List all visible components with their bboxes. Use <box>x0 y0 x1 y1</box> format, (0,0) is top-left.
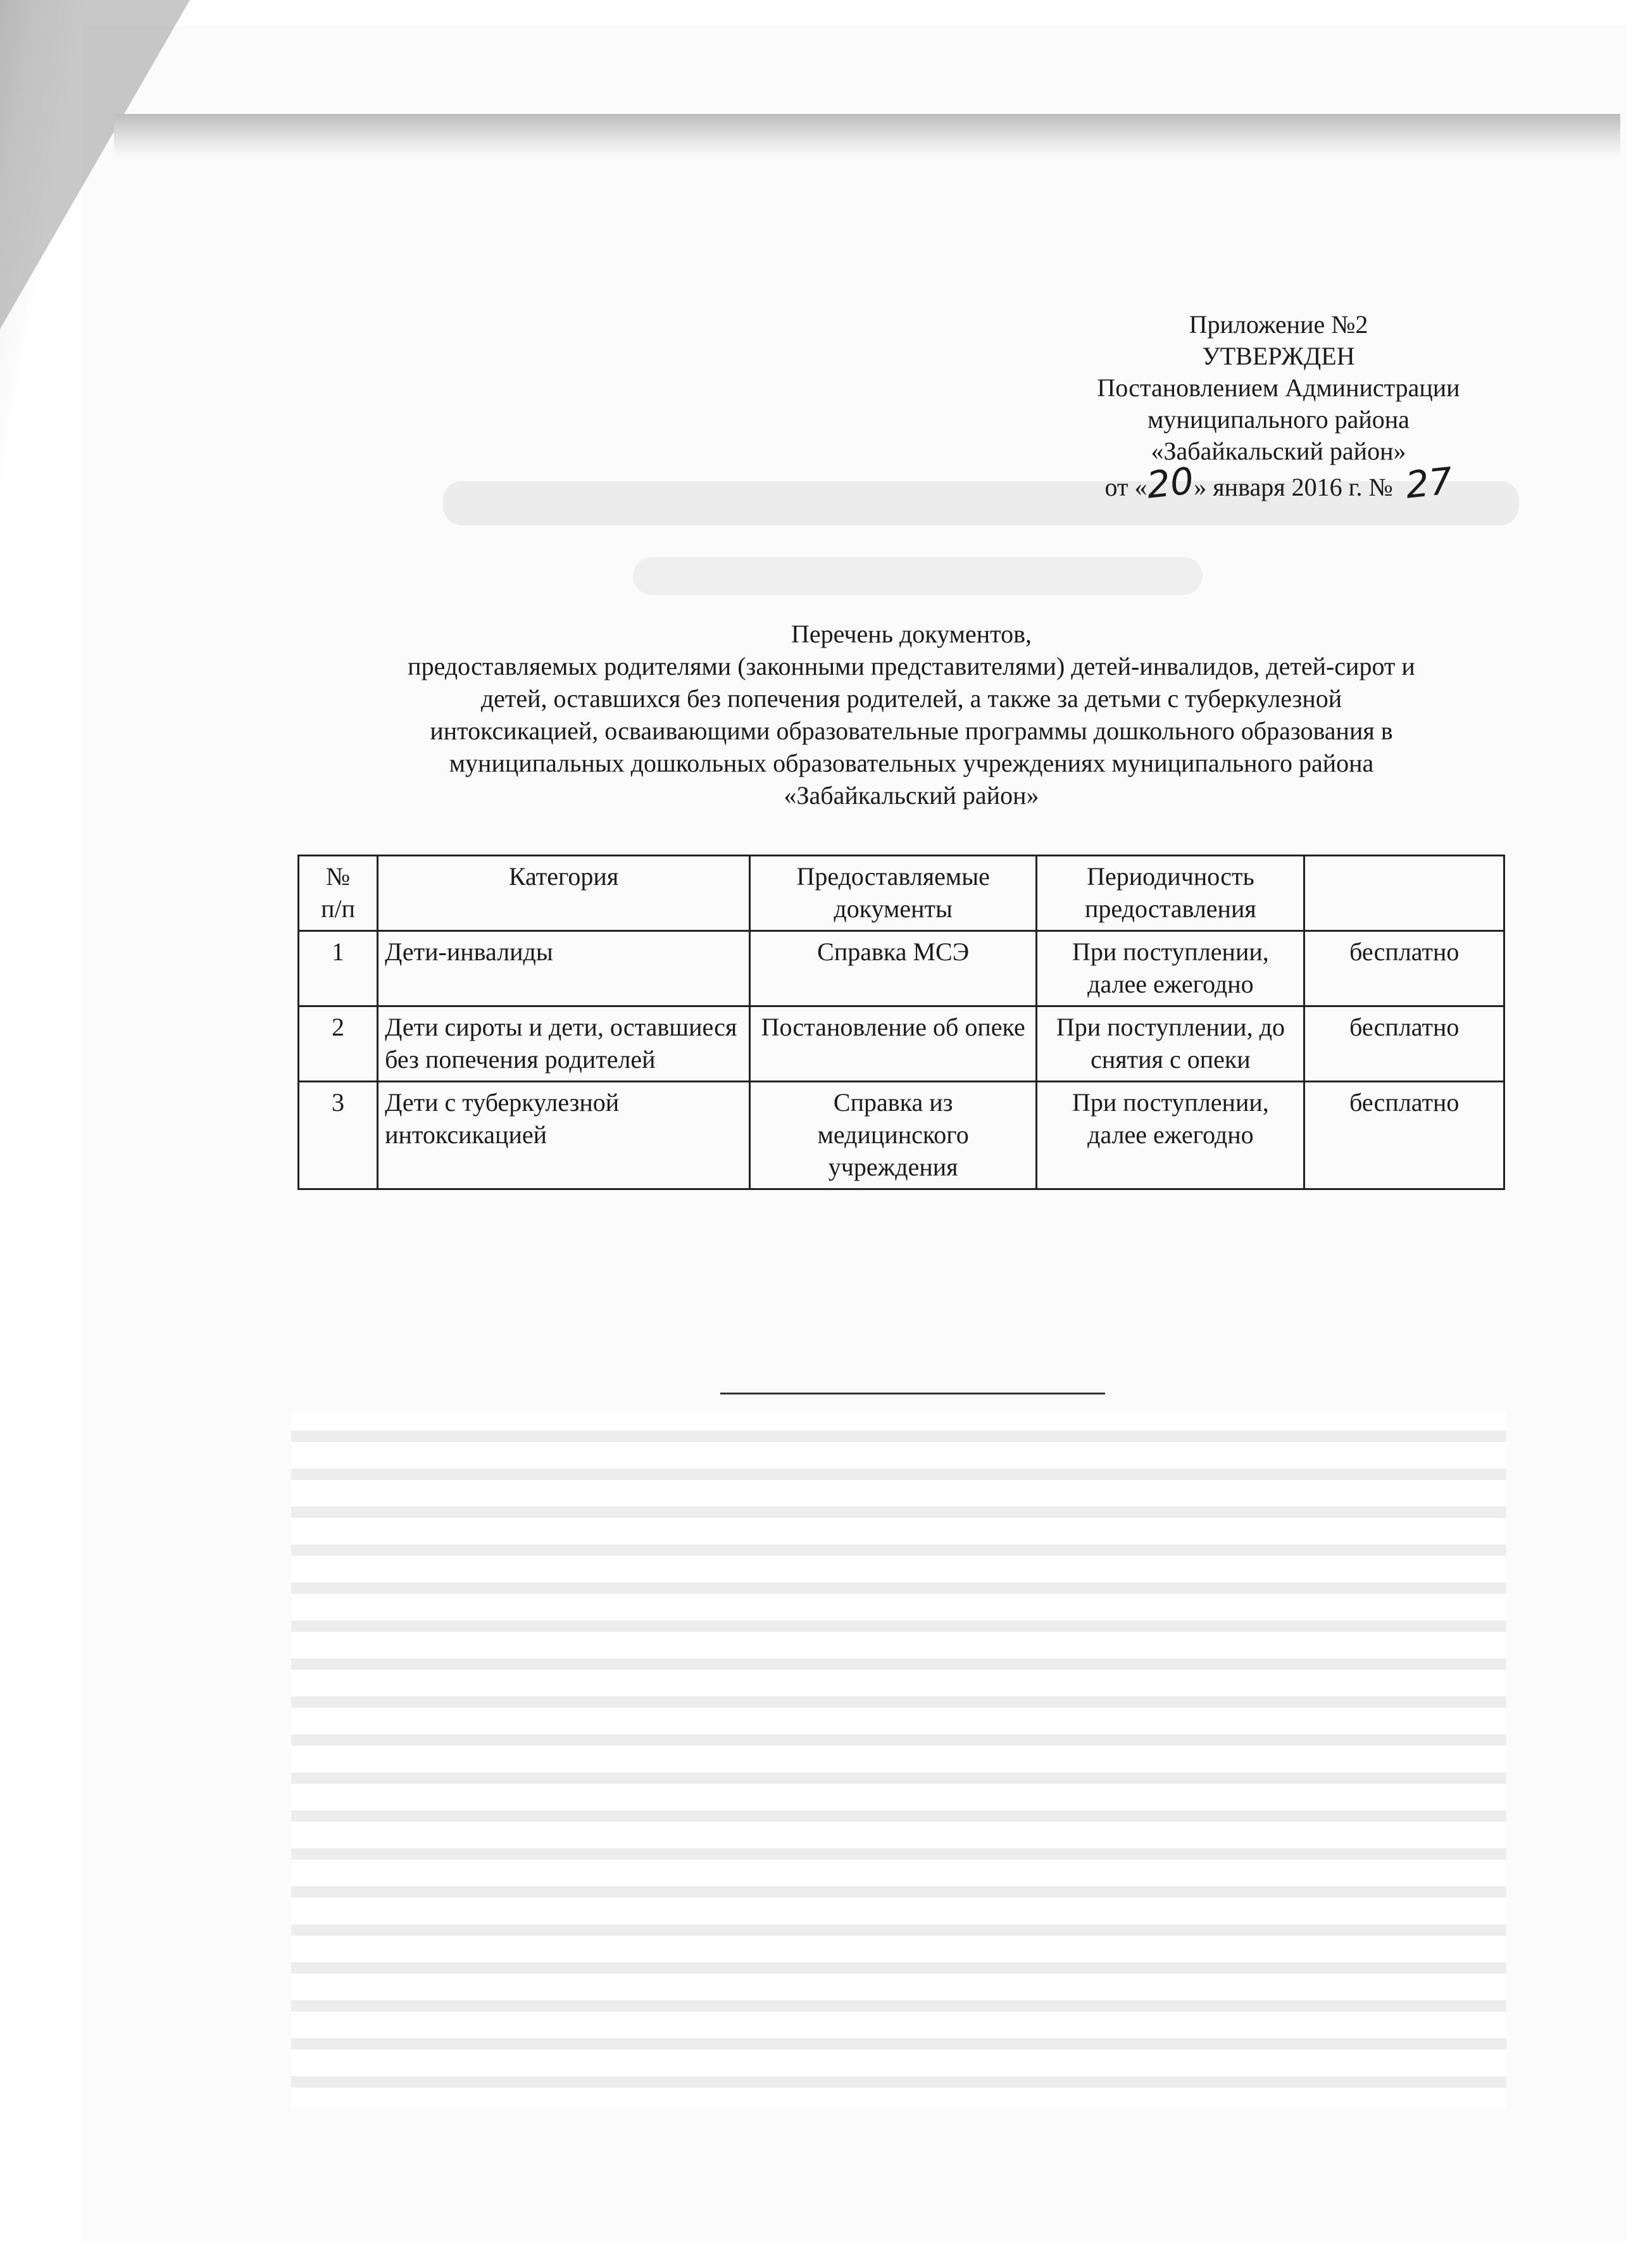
heading-line: «Забайкальский район» <box>784 781 1039 810</box>
document-heading <box>304 618 1519 811</box>
table-row <box>299 1082 1504 1189</box>
heading-line: интоксикацией, осваивающими образовательные программы дошкольного образования в <box>430 717 1393 745</box>
heading-title: Перечень документов, <box>791 620 1032 648</box>
handwritten-day: 20 <box>1145 459 1196 507</box>
approval-authority-line1: Постановлением Администрации <box>1097 373 1460 402</box>
header-period <box>1037 856 1304 931</box>
cell-period: При поступлении, до снятия с опеки <box>1037 1006 1304 1082</box>
header-documents-line2: документы <box>834 894 953 923</box>
table-header-row <box>299 856 1504 931</box>
cell-num: 2 <box>299 1006 378 1082</box>
header-category: Категория <box>378 856 750 931</box>
header-fee <box>1304 856 1504 931</box>
cell-num: 1 <box>299 931 378 1006</box>
scan-corner-fold <box>0 0 190 329</box>
cell-period: При поступлении, далее ежегодно <box>1037 931 1304 1006</box>
header-num-line1: № <box>325 862 351 891</box>
header-num-line2: п/п <box>321 894 356 923</box>
documents-table <box>297 855 1505 1190</box>
heading-line: предоставляемых родителями (законными представителями) детей-инвалидов, детей-сирот и <box>408 652 1415 680</box>
cell-fee: бесплатно <box>1304 1006 1504 1082</box>
bleed-through-shape <box>633 557 1203 595</box>
heading-line: муниципальных дошкольных образовательных учреждениях муниципального района <box>449 749 1374 777</box>
approval-date-line <box>1013 459 1544 507</box>
bleed-through-shape <box>291 1412 1506 2108</box>
table-row <box>299 1006 1504 1082</box>
header-period-line1: Периодичность <box>1087 862 1254 891</box>
approved-label: УТВЕРЖДЕН <box>1202 342 1355 370</box>
header-period-line2: предоставления <box>1085 894 1256 923</box>
cell-period: При поступлении, далее ежегодно <box>1037 1082 1304 1189</box>
table-row <box>299 931 1504 1006</box>
closing-rule <box>720 1393 1105 1394</box>
header-num <box>299 856 378 931</box>
cell-documents: Справка из медицинского учреждения <box>750 1082 1037 1189</box>
header-documents <box>750 856 1037 931</box>
heading-line: детей, оставшихся без попечения родителей, а также за детьми с туберкулезной <box>480 684 1342 713</box>
approval-authority-line2: муниципального района <box>1147 405 1410 434</box>
cell-category: Дети сироты и дети, оставшиеся без попечения родителей <box>378 1006 750 1082</box>
approval-authority-line3: «Забайкальский район» <box>1151 437 1406 465</box>
appendix-label: Приложение №2 <box>1189 310 1368 339</box>
date-prefix: от « <box>1104 473 1147 501</box>
handwritten-number: 27 <box>1403 459 1454 507</box>
date-suffix: » января 2016 г. № <box>1194 473 1393 501</box>
header-documents-line1: Предоставляемые <box>796 862 990 891</box>
cell-documents: Справка МСЭ <box>750 931 1037 1006</box>
scan-top-band <box>114 114 1620 158</box>
cell-documents: Постановление об опеке <box>750 1006 1037 1082</box>
cell-fee: бесплатно <box>1304 1082 1504 1189</box>
cell-category: Дети-инвалиды <box>378 931 750 1006</box>
cell-num: 3 <box>299 1082 378 1189</box>
approval-block <box>1013 309 1544 507</box>
cell-fee: бесплатно <box>1304 931 1504 1006</box>
cell-category: Дети с туберкулезной интоксикацией <box>378 1082 750 1189</box>
